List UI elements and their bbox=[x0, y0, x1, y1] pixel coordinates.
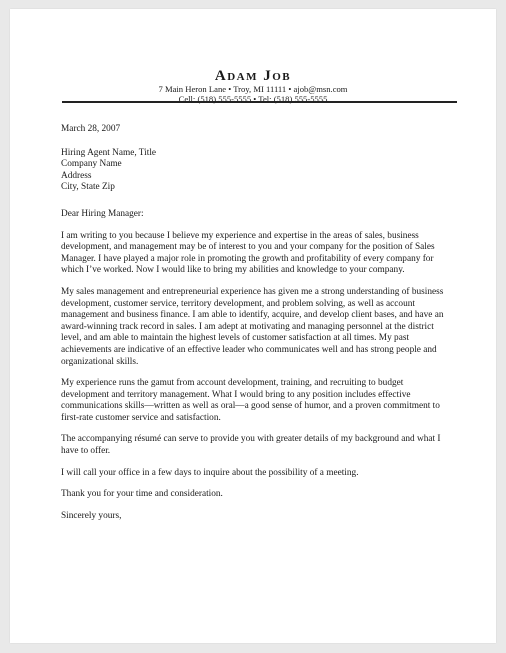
recipient-line: Hiring Agent Name, Title bbox=[61, 147, 157, 158]
recipient-line: Company Name bbox=[61, 159, 122, 170]
sender-name: Adam Job bbox=[214, 68, 292, 84]
letter-date: March 28, 2007 bbox=[61, 124, 121, 134]
closing: Sincerely yours, bbox=[61, 510, 122, 521]
sender-phones: Cell: (518) 555-5555 • Tel: (518) 555-5555 bbox=[178, 93, 328, 104]
recipient-line: City, State Zip bbox=[61, 182, 115, 193]
letterhead bbox=[10, 67, 496, 104]
header-rule bbox=[62, 101, 457, 103]
body-paragraph: My experience runs the gamut from account development, training, and recruiting to budget development and territory management. What I would bring to any position includes effective communications skills—written as well as oral—a good sense of humor, and a proven commitment to first-rate customer service and satisfaction. bbox=[61, 378, 440, 423]
body-paragraph: Thank you for your time and consideration. bbox=[61, 489, 223, 500]
body-paragraph: I am writing to you because I believe my experience and expertise in the areas of sales, business development, and management may be of interest to you and your company for the position of Sales Manager. I have played a major role in promoting the growth and profitability of every company for which I’ve worked. Now I would like to bring my abilities and knowledge to your company. bbox=[61, 230, 435, 276]
sender-address: 7 Main Heron Lane • Troy, MI 11111 • ajob@msn.com bbox=[158, 84, 348, 94]
letter-page bbox=[10, 9, 496, 643]
body-paragraph: My sales management and entrepreneurial experience has given me a strong understanding of business development, customer service, territory development, and problem solving, as well as account management and business finance. I am able to identify, acquire, and develop client bases, and have an award-winning track record in sales. I am adept at motivating and managing personnel at the district level, and am able to maintain the highest levels of customer satisfaction at all times. My past achievements are indicative of an effective leader who communicates well and has strong people and organizational skills. bbox=[61, 286, 444, 367]
recipient-line: Address bbox=[61, 170, 92, 181]
body-paragraph: The accompanying résumé can serve to provide you with greater details of my background and what I have to offer. bbox=[61, 434, 441, 457]
recipient-block bbox=[61, 148, 451, 194]
body-paragraph: I will call your office in a few days to inquire about the possibility of a meeting. bbox=[61, 467, 359, 478]
salutation: Dear Hiring Manager: bbox=[61, 208, 144, 219]
letter-body bbox=[61, 114, 451, 522]
